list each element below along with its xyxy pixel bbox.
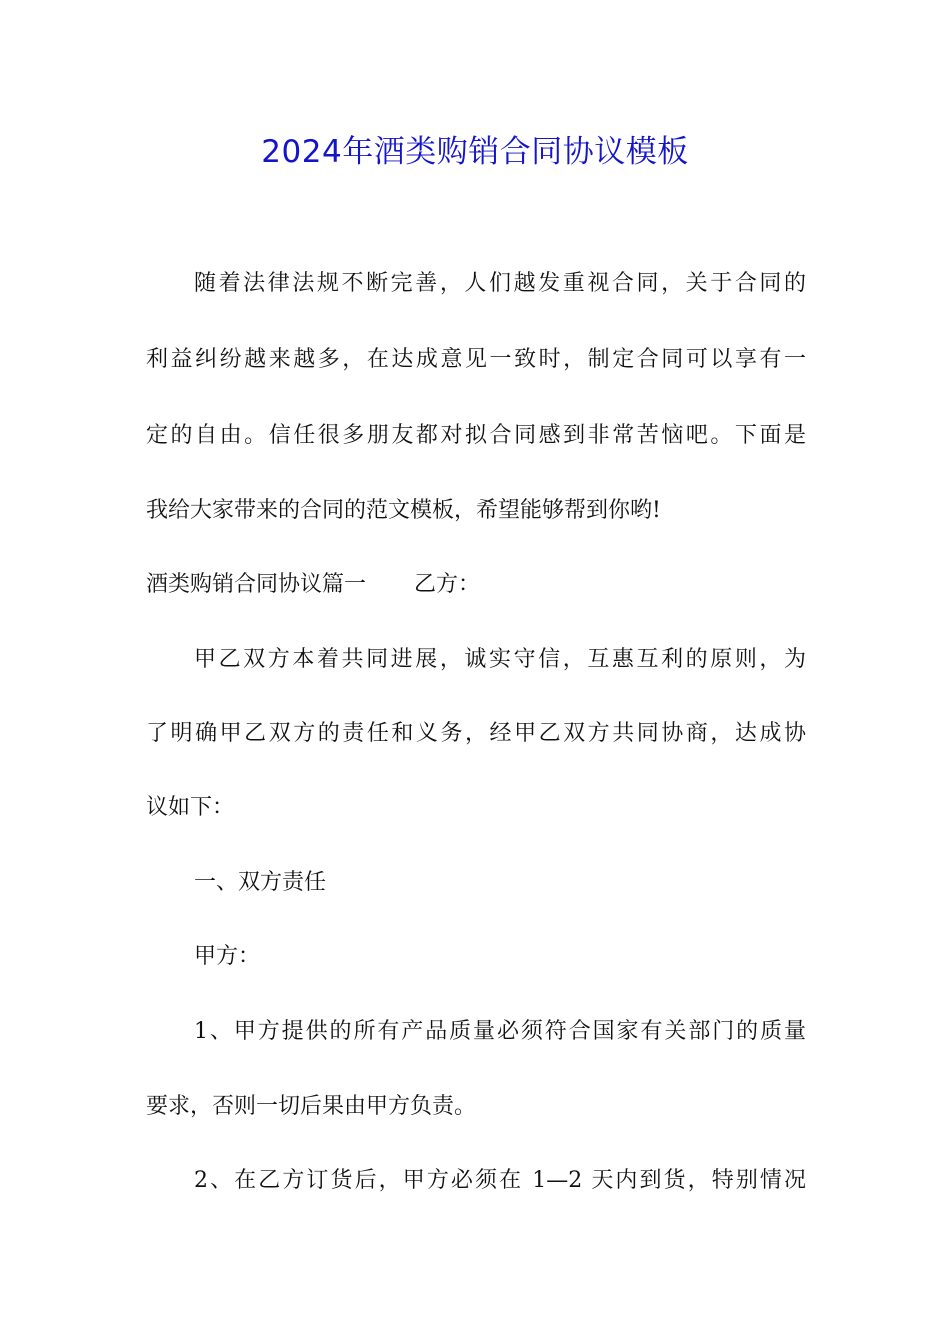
- party-b-label: 乙方：: [414, 572, 481, 597]
- item1-line-2: 要求，否则一切后果由甲方负责。: [146, 1094, 477, 1119]
- section-heading: 酒类购销合同协议篇一: [146, 572, 367, 597]
- item1-line-1: 1、甲方提供的所有产品质量必须符合国家有关部门的质量: [194, 1019, 806, 1044]
- item2-line-1: 2、在乙方订货后，甲方必须在 1—2 天内到货，特别情况: [194, 1168, 806, 1193]
- party-a-label: 甲方：: [194, 944, 261, 969]
- preamble-line-3: 议如下：: [146, 795, 235, 820]
- preamble-line-2: 了明确甲乙双方的责任和义务，经甲乙双方共同协商，达成协: [146, 721, 806, 746]
- document-title: 2024年酒类购销合同协议模板: [261, 134, 689, 170]
- intro-line-1: 随着法律法规不断完善，人们越发重视合同，关于合同的: [194, 271, 806, 296]
- clause-heading: 一、双方责任: [194, 870, 327, 895]
- intro-line-2: 利益纠纷越来越多，在达成意见一致时，制定合同可以享有一: [146, 347, 806, 372]
- intro-line-3: 定的自由。信任很多朋友都对拟合同感到非常苦恼吧。下面是: [146, 423, 806, 448]
- preamble-line-1: 甲乙双方本着共同进展，诚实守信，互惠互利的原则，为: [194, 647, 806, 672]
- section-heading-row: [146, 563, 806, 607]
- intro-line-4: 我给大家带来的合同的范文模板，希望能够帮到你哟!: [146, 498, 661, 523]
